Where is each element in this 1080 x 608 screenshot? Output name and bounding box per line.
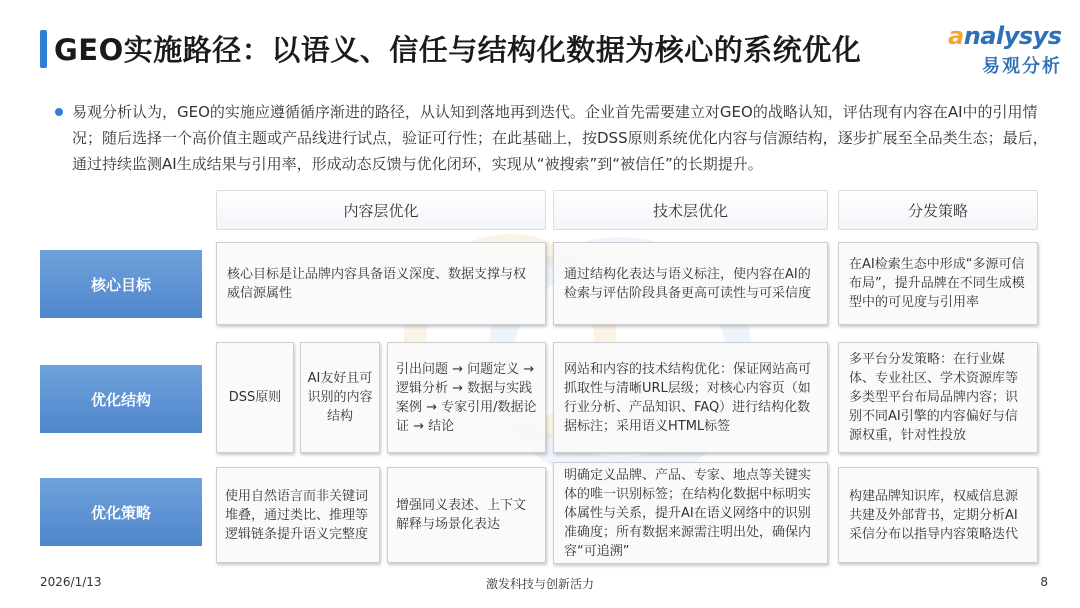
intro-paragraph: 易观分析认为，GEO的实施应遵循循序渐进的路径，从认知到落地再到迭代。企业首先需要建立对GEO的战略认知，评估现有内容在AI中的引用情况；随后选择一个高价值主题或产品线进行试点，验证可行性；在此基础上，按DSS原则系统优化内容与信源结构，逐步扩展至全品类生态；最后，通过持续监测AI生成结果与引用率，形成动态反馈与优化闭环，实现从“被搜索”到“被信任”的长期提升。 bbox=[72, 103, 1048, 173]
cell-strategy-content-a: 使用自然语言而非关键词堆叠，通过类比、推理等逻辑链条提升语义完整度 bbox=[216, 467, 380, 563]
cell-structure-flow: 引出问题 → 问题定义 → 逻辑分析 → 数据与实践案例 → 专家引用/数据论证 → 结论 bbox=[387, 342, 546, 453]
cell-structure-distribution: 多平台分发策略：在行业媒体、专业社区、学术资源库等多类型平台布局品牌内容；识别不同AI引擎的内容偏好与信源权重，针对性投放 bbox=[838, 342, 1038, 453]
footer-date: 2026/1/13 bbox=[40, 575, 102, 589]
title-accent-bar bbox=[40, 30, 47, 68]
cell-strategy-content-b: 增强同义表述、上下文解释与场景化表达 bbox=[387, 467, 546, 563]
row-label-structure: 优化结构 bbox=[40, 365, 202, 433]
page-title: GEO实施路径：以语义、信任与结构化数据为核心的系统优化 bbox=[54, 33, 862, 67]
logo-wordmark: analysys bbox=[948, 22, 1062, 50]
page-number: 8 bbox=[1040, 575, 1048, 589]
row-label-core-goal: 核心目标 bbox=[40, 250, 202, 318]
cell-strategy-tech: 明确定义品牌、产品、专家、地点等关键实体的唯一识别标签；在结构化数据中标明实体属性与关系，提升AI在语义网络中的识别准确度；所有数据来源需注明出处，确保内容“可追溯” bbox=[553, 462, 828, 564]
cell-structure-dss: DSS原则 bbox=[216, 342, 294, 453]
cell-strategy-distribution: 构建品牌知识库，权威信息源共建及外部背书，定期分析AI采信分布以指导内容策略迭代 bbox=[838, 467, 1038, 563]
cell-goal-tech: 通过结构化表达与语义标注，使内容在AI的检索与评估阶段具备更高可读性与可采信度 bbox=[553, 242, 828, 325]
logo-chinese-name: 易观分析 bbox=[982, 56, 1062, 77]
cell-goal-content: 核心目标是让品牌内容具备语义深度、数据支撑与权威信源属性 bbox=[216, 242, 546, 325]
cell-structure-tech: 网站和内容的技术结构优化：保证网站高可抓取性与清晰URL层级；对核心内容页（如行业分析、产品知识、FAQ）进行结构化数据标注；采用语义HTML标签 bbox=[553, 342, 828, 453]
row-label-strategy: 优化策略 bbox=[40, 478, 202, 546]
column-header-distribution: 分发策略 bbox=[838, 190, 1038, 230]
cell-structure-ai-friendly: AI友好且可识别的内容结构 bbox=[300, 342, 380, 453]
bullet-icon bbox=[55, 108, 63, 116]
footer-slogan: 激发科技与创新活力 bbox=[485, 577, 594, 591]
column-header-content: 内容层优化 bbox=[216, 190, 546, 230]
column-header-tech: 技术层优化 bbox=[553, 190, 828, 230]
analysys-logo bbox=[948, 22, 1066, 78]
cell-goal-distribution: 在AI检索生态中形成“多源可信布局”，提升品牌在不同生成模型中的可见度与引用率 bbox=[838, 242, 1038, 325]
